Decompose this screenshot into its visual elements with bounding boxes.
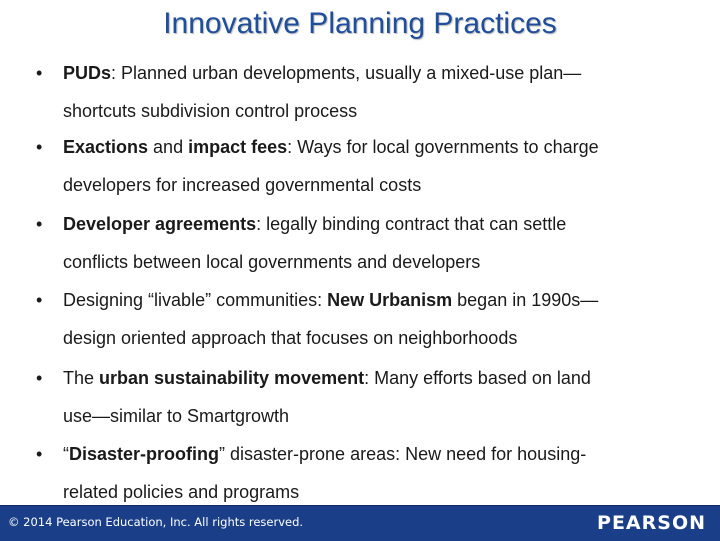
bold-term: Developer agreements	[63, 214, 257, 234]
pearson-logo: PEARSON	[597, 512, 706, 534]
bullet-text-line2	[63, 171, 421, 199]
text-run: : Many efforts based on land	[364, 368, 591, 388]
bullet-marker: •	[36, 214, 43, 234]
bullet-text-line1	[63, 59, 581, 87]
footer-bar	[0, 505, 720, 541]
bold-term: Exactions	[63, 137, 149, 157]
text-run: Designing “livable” communities:	[63, 290, 328, 310]
text-run: related policies and programs	[63, 482, 300, 502]
bullet-marker: •	[36, 290, 43, 310]
bullet-text-line1	[63, 364, 591, 392]
bullet-marker: •	[36, 444, 43, 464]
bullet-marker: •	[36, 137, 43, 157]
text-run: shortcuts subdivision control process	[63, 101, 358, 121]
copyright-text: © 2014 Pearson Education, Inc. All rights reserved.	[8, 515, 304, 529]
text-run: design oriented approach that focuses on neighborhoods	[63, 328, 518, 348]
text-run: “	[63, 444, 69, 464]
bullet-text-line2	[63, 97, 357, 125]
text-run: began in 1990s—	[452, 290, 599, 310]
bullet-text-line2	[63, 324, 517, 352]
text-run: developers for increased governmental costs	[63, 175, 422, 195]
text-run: : Planned urban developments, usually a mixed-use plan—	[111, 63, 582, 83]
bullet-text-line1	[63, 210, 566, 238]
bullet-text-line2	[63, 402, 289, 430]
bullet-text-line1	[63, 286, 598, 314]
text-run: conflicts between local governments and developers	[63, 252, 481, 272]
bullet-marker: •	[36, 368, 43, 388]
text-run: ” disaster-prone areas: New need for housing-	[219, 444, 587, 464]
slide-title: Innovative Planning Practices	[163, 7, 557, 40]
text-run: : Ways for local governments to charge	[287, 137, 599, 157]
bullet-text-line1	[63, 440, 586, 468]
bold-term: urban sustainability movement	[99, 368, 365, 388]
text-run: and	[148, 137, 189, 157]
bullet-text-line2	[63, 248, 480, 276]
bold-term: impact fees	[188, 137, 288, 157]
bold-term: New Urbanism	[327, 290, 453, 310]
text-run: The	[63, 368, 100, 388]
bullet-marker: •	[36, 63, 43, 83]
bold-term: Disaster-proofing	[69, 444, 220, 464]
bold-term: PUDs	[63, 63, 112, 83]
text-run: : legally binding contract that can settle	[256, 214, 567, 234]
text-run: use—similar to Smartgrowth	[63, 406, 290, 426]
bullet-text-line2	[63, 478, 299, 506]
bullet-text-line1	[63, 133, 599, 161]
